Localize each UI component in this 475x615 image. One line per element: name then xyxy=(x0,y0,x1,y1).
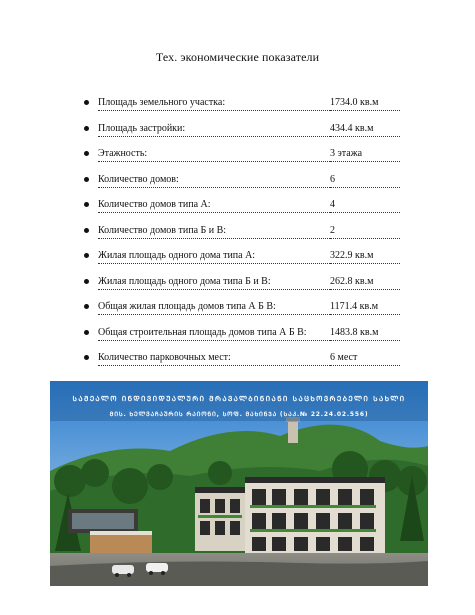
banner-line-1: ᲡᲐᲛᲔᲐᲚᲝ ᲘᲜᲓᲘᲕᲘᲓᲣᲐᲚᲣᲠᲘ ᲛᲠᲐᲕᲐᲚᲑᲘᲜᲘᲐᲜᲘ ᲡᲐᲪᲮᲝᲕᲠᲔᲑᲔᲚᲘ ᲡᲐᲮᲚᲘ xyxy=(72,395,406,403)
bullet-icon xyxy=(84,253,89,258)
render-banner xyxy=(50,395,428,418)
indicator-label: Этажность: xyxy=(98,148,334,162)
bullet-icon xyxy=(84,330,89,335)
indicator-row xyxy=(84,97,404,123)
bullet-icon xyxy=(84,355,89,360)
indicator-value: 1483.8 кв.м xyxy=(330,327,400,341)
indicator-row xyxy=(84,276,404,302)
render-image xyxy=(50,381,428,586)
banner-line-2: ᲛᲘᲡ. ᲮᲔᲚᲕᲐᲩᲐᲣᲠᲘᲡ ᲠᲐᲘᲝᲜᲘ, ᲡᲝᲤ. ᲛᲐᲮᲘᲜᲯᲐ (ᲡᲐᲙ.№ 22.24.02.556) xyxy=(109,411,369,418)
bullet-icon xyxy=(84,126,89,131)
bullet-icon xyxy=(84,100,89,105)
indicator-row xyxy=(84,148,404,174)
indicator-list xyxy=(84,97,404,378)
bullet-icon xyxy=(84,304,89,309)
indicator-label: Количество домов типа А: xyxy=(98,199,334,213)
indicator-label: Количество домов: xyxy=(98,174,334,188)
indicator-row xyxy=(84,327,404,353)
bullet-icon xyxy=(84,202,89,207)
indicator-value: 1171.4 кв.м xyxy=(330,301,400,315)
indicator-label: Жилая площадь одного дома типа Б и В: xyxy=(98,276,334,290)
bullet-icon xyxy=(84,177,89,182)
indicator-value: 1734.0 кв.м xyxy=(330,97,400,111)
indicator-value: 4 xyxy=(330,199,400,213)
bullet-icon xyxy=(84,279,89,284)
indicator-row xyxy=(84,199,404,225)
indicator-row xyxy=(84,225,404,251)
indicator-label: Площадь застройки: xyxy=(98,123,334,137)
indicator-label: Общая жилая площадь домов типа А Б В: xyxy=(98,301,334,315)
indicator-row xyxy=(84,250,404,276)
indicator-value: 262.8 кв.м xyxy=(330,276,400,290)
bullet-icon xyxy=(84,228,89,233)
indicator-row xyxy=(84,301,404,327)
indicator-row xyxy=(84,352,404,378)
indicator-value: 3 этажа xyxy=(330,148,400,162)
indicator-value: 6 xyxy=(330,174,400,188)
indicator-label: Количество домов типа Б и В: xyxy=(98,225,334,239)
indicator-value: 434.4 кв.м xyxy=(330,123,400,137)
indicator-value: 6 мест xyxy=(330,352,400,366)
indicator-label: Количество парковочных мест: xyxy=(98,352,334,366)
indicator-label: Площадь земельного участка: xyxy=(98,97,334,111)
indicator-value: 2 xyxy=(330,225,400,239)
indicator-row xyxy=(84,174,404,200)
indicator-row xyxy=(84,123,404,149)
indicator-label: Жилая площадь одного дома типа А: xyxy=(98,250,334,264)
bullet-icon xyxy=(84,151,89,156)
indicator-label: Общая строительная площадь домов типа А Б В: xyxy=(98,327,334,341)
page-title: Тех. экономические показатели xyxy=(155,50,320,64)
indicator-value: 322.9 кв.м xyxy=(330,250,400,264)
